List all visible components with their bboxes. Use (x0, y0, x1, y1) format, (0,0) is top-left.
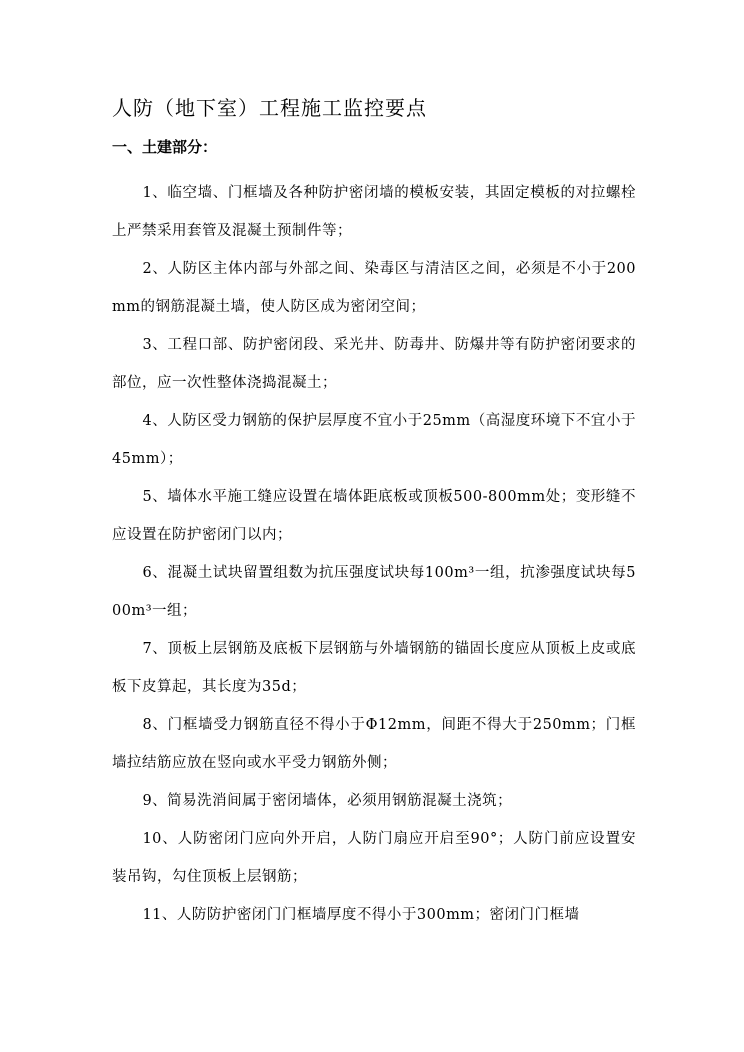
section-heading: 一、土建部分： (112, 138, 218, 156)
requirement-item: 7、顶板上层钢筋及底板下层钢筋与外墙钢筋的锚固长度应从顶板上皮或底板下皮算起，其长度为35d； (112, 641, 636, 695)
requirement-item: 3、工程口部、防护密闭段、采光井、防毒井、防爆井等有防护密闭要求的部位，应一次性整体浇捣混凝土； (112, 337, 636, 391)
requirement-item: 6、混凝土试块留置组数为抗压强度试块每100m³一组，抗渗强度试块每500m³一组； (112, 565, 636, 619)
requirement-item: 9、简易洗消间属于密闭墙体，必须用钢筋混凝土浇筑； (142, 793, 513, 809)
requirement-item: 8、门框墙受力钢筋直径不得小于Φ12mm，间距不得大于250mm；门框墙拉结筋应放在竖向或水平受力钢筋外侧； (112, 717, 636, 771)
requirement-item: 10、人防密闭门应向外开启，人防门扇应开启至90°；人防门前应设置安装吊钩，勾住顶板上层钢筋； (112, 831, 636, 885)
requirement-item: 5、墙体水平施工缝应设置在墙体距底板或顶板500-800mm处；变形缝不应设置在防护密闭门以内； (112, 489, 636, 543)
requirement-item: 1、临空墙、门框墙及各种防护密闭墙的模板安装，其固定模板的对拉螺栓上严禁采用套管及混凝土预制件等； (112, 185, 636, 239)
requirement-item: 2、人防区主体内部与外部之间、染毒区与清洁区之间，必须是不小于200mm的钢筋混凝土墙，使人防区成为密闭空间； (112, 261, 636, 315)
document-title: 人防（地下室）工程施工监控要点 (112, 96, 427, 120)
requirement-list (112, 174, 636, 934)
requirement-item: 4、人防区受力钢筋的保护层厚度不宜小于25mm（高湿度环境下不宜小于45mm）； (112, 413, 636, 467)
requirement-item: 11、人防防护密闭门门框墙厚度不得小于300mm；密闭门门框墙 (142, 907, 580, 923)
